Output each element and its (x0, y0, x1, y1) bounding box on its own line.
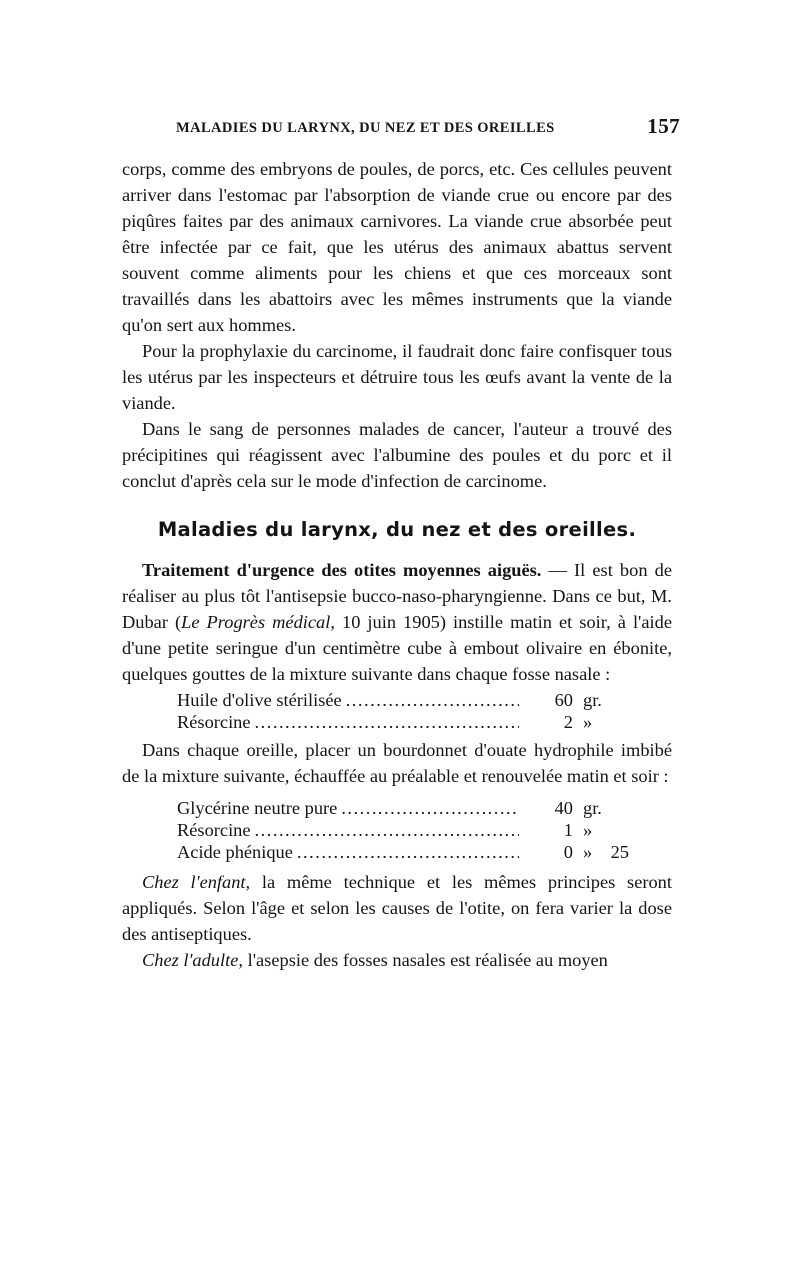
recipe-row (177, 797, 629, 819)
recipe-ingredient: Huile d'olive stérilisée (177, 690, 342, 710)
recipe-unit-symbol: » (583, 842, 593, 862)
section-heading: Maladies du larynx, du nez et des oreilles. (157, 518, 637, 541)
recipe-row (177, 711, 629, 733)
recipe-unit: gr. (583, 798, 602, 818)
article-intro-text-2: 10 juin 1905) instille matin et soir, à l'aide d'une petite seringue d'un centimètre cube à embout olivaire en ébonite, quelques gouttes de la mixture suivante dans chaque fosse nasale : (122, 612, 672, 684)
recipe-unit: gr. (583, 690, 602, 710)
article-run-in-title: Traitement d'urgence des otites moyennes aiguës. (142, 560, 542, 580)
recipe-ingredient: Acide phénique (177, 842, 293, 862)
paragraph-continuation: corps, comme des embryons de poules, de porcs, etc. Ces cellules peuvent arriver dans l'estomac par l'absorption de viande crue ou encore par des piqûres faites par des animaux carnivores. La viande crue absorbée peut être infectée par ce fait, que les utérus des animaux abattus servent souvent comme aliments pour les chiens et que ces morceaux sont travaillés dans les abattoirs avec les mêmes instruments que la viande qu'on sert aux hommes. (122, 159, 672, 335)
running-title: MALADIES DU LARYNX, DU NEZ ET DES OREILLES (176, 120, 555, 136)
paragraph-adult (122, 947, 672, 973)
recipe-ingredient: Résorcine (177, 712, 251, 732)
recipe-unit (573, 841, 629, 863)
paragraph-child (122, 869, 672, 947)
paragraph-precipitins: Dans le sang de personnes malades de cancer, l'auteur a trouvé des précipitines qui réagissent avec l'albumine des poules et du porc et il conclut d'après cela sur le mode d'infection de carcinome. (122, 419, 672, 491)
adult-text: l'asepsie des fosses nasales est réalisée au moyen (243, 950, 608, 970)
recipe-quantity: 60 (554, 690, 573, 710)
article-intro (122, 557, 672, 687)
recipe-row (177, 841, 629, 863)
dot-leader (255, 819, 519, 841)
recipe-row (177, 819, 629, 841)
dot-leader (341, 797, 519, 819)
recipe-quantity: 0 (563, 842, 573, 862)
journal-citation: Le Progrès médical, (181, 612, 335, 632)
recipe-quantity: 1 (563, 820, 573, 840)
dot-leader (255, 711, 519, 733)
page-number: 157 (647, 114, 680, 138)
recipe-quantity: 40 (554, 798, 573, 818)
recipe-unit: » (583, 820, 593, 840)
recipe-row (177, 689, 629, 711)
adult-label: Chez l'adulte, (142, 950, 243, 970)
paragraph-ear-instructions: Dans chaque oreille, placer un bourdonnet d'ouate hydrophile imbibé de la mixture suivante, échauffée au préalable et renouvelée matin et soir : (122, 740, 672, 786)
recipe-fraction: 25 (610, 842, 629, 862)
recipe-quantity: 2 (563, 712, 573, 732)
article-intro-text-1: — Il est bon de réaliser au plus tôt l'antisepsie bucco-naso-pharyngienne. Dans ce but, M. Dubar ( (122, 560, 672, 632)
recipe-ingredient: Résorcine (177, 820, 251, 840)
recipe-ear (177, 797, 629, 863)
child-text: la même technique et les mêmes principes seront appliqués. Selon l'âge et selon les causes de l'otite, on fera varier la dose des antiseptiques. (122, 872, 672, 944)
dot-leader (297, 841, 519, 863)
recipe-unit: » (583, 712, 593, 732)
child-label: Chez l'enfant, (142, 872, 251, 892)
document-page (122, 112, 680, 973)
recipe-nasal (177, 689, 629, 733)
recipe-ingredient: Glycérine neutre pure (177, 798, 338, 818)
dot-leader (346, 689, 519, 711)
running-header (122, 112, 680, 146)
paragraph-prophylaxis: Pour la prophylaxie du carcinome, il faudrait donc faire confisquer tous les utérus par les inspecteurs et détruire tous les œufs avant la vente de la viande. (122, 341, 672, 413)
